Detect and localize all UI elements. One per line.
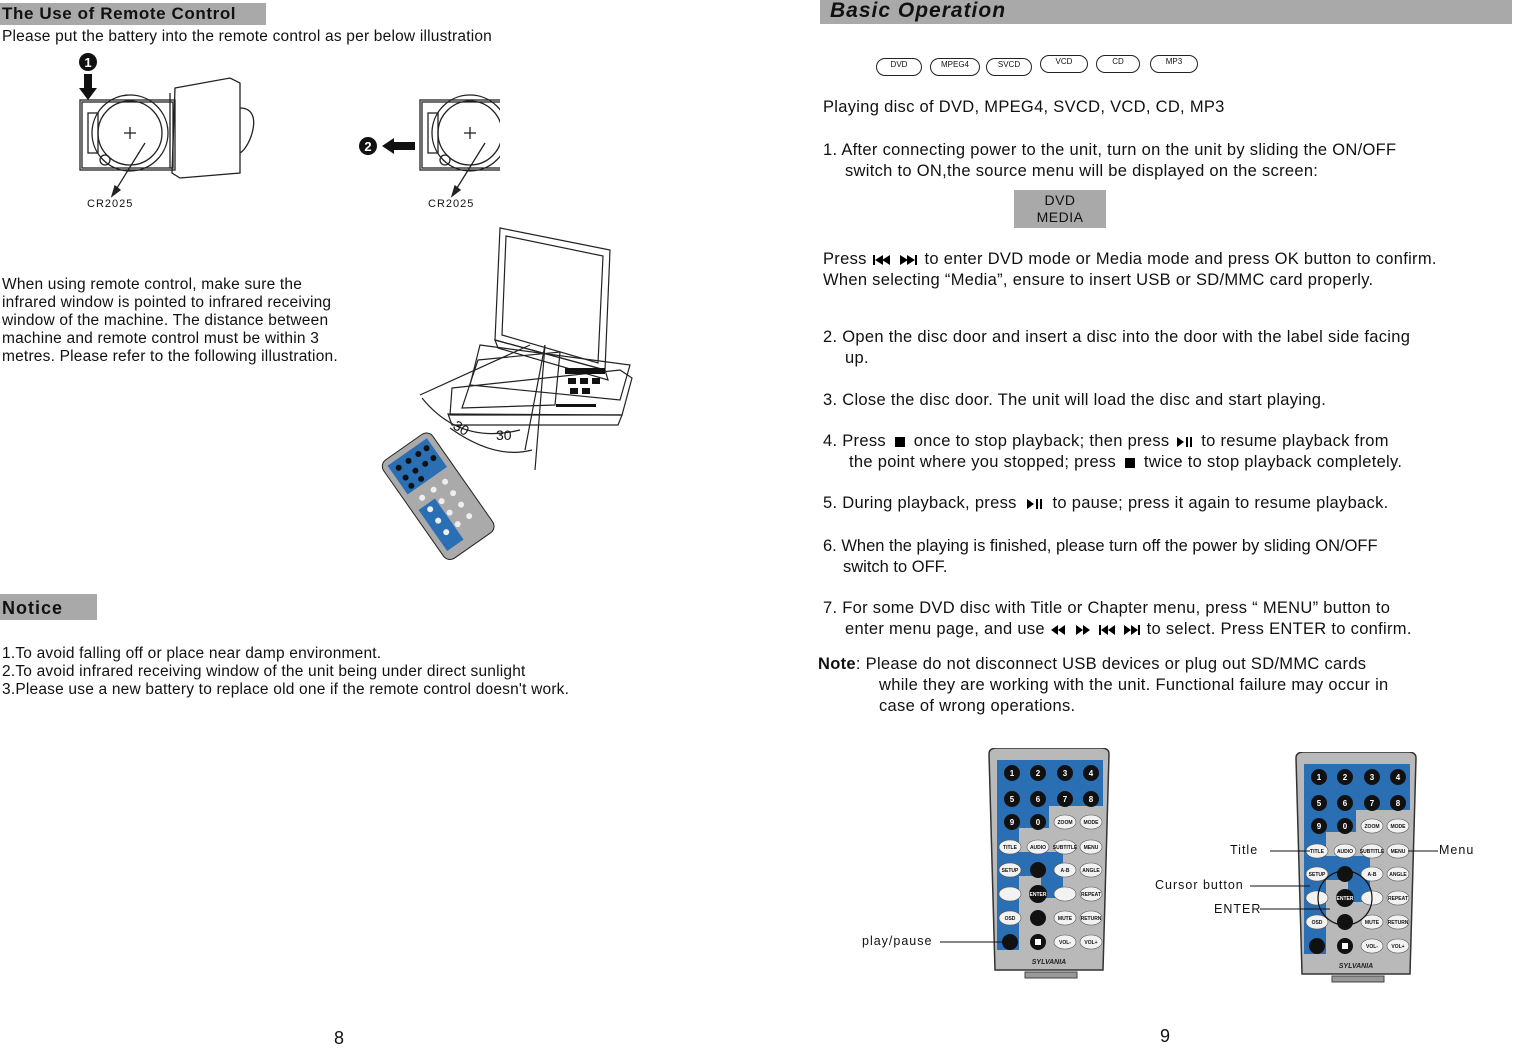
ir-text-line-4: machine and remote control must be within 3	[2, 330, 320, 347]
arrow-left-icon	[382, 138, 415, 154]
step7-line-b	[845, 620, 1412, 639]
svg-text:0: 0	[1035, 818, 1041, 827]
step2-line-b: up.	[845, 349, 869, 367]
svg-text:OSD: OSD	[1311, 920, 1323, 926]
svg-text:VOL+: VOL+	[1084, 940, 1098, 946]
step4-press: 4. Press	[823, 432, 886, 450]
step6-line-b: switch to OFF.	[843, 558, 948, 576]
svg-text:7: 7	[1062, 795, 1068, 804]
svg-text:A-B: A-B	[1060, 868, 1070, 874]
svg-text:MODE: MODE	[1390, 824, 1406, 830]
note-label: Note	[818, 655, 856, 673]
notice-item-3: 3.Please use a new battery to replace old one if the remote control doesn't work.	[2, 681, 570, 698]
disc-badge-dvd: DVD	[876, 58, 922, 76]
svg-text:1: 1	[84, 55, 92, 70]
step5-line	[823, 494, 1389, 513]
svg-text:0: 0	[1342, 822, 1348, 831]
note-line-2: while they are working with the unit. Functional failure may occur in	[879, 676, 1389, 694]
svg-text:ANGLE: ANGLE	[1389, 872, 1407, 878]
battery-illustration	[60, 48, 500, 218]
svg-text:VOL-: VOL-	[1059, 940, 1071, 946]
svg-text:6: 6	[1342, 799, 1348, 808]
remote-mini-icon	[379, 430, 497, 563]
note-line-3: case of wrong operations.	[879, 697, 1076, 715]
svg-text:MUTE: MUTE	[1057, 916, 1073, 922]
step4-twice: twice to stop playback completely.	[1143, 453, 1403, 471]
step3-line: 3. Close the disc door. The unit will load the disc and start playing.	[823, 391, 1327, 409]
callout-lines	[930, 840, 1450, 950]
svg-text:MODE: MODE	[1083, 820, 1099, 826]
svg-text:SETUP: SETUP	[1001, 868, 1019, 874]
svg-text:ZOOM: ZOOM	[1057, 820, 1073, 826]
step5-pause: to pause; press it again to resume playback.	[1052, 494, 1389, 512]
svg-text:OSD: OSD	[1004, 916, 1016, 922]
prev-next-icon	[872, 254, 920, 266]
step5-during: 5. During playback, press	[823, 494, 1017, 512]
svg-text:30: 30	[496, 427, 512, 443]
press-line-b: When selecting “Media”, ensure to insert USB or SD/MMC card properly.	[823, 271, 1374, 289]
disc-badge-svcd: SVCD	[986, 58, 1032, 76]
svg-text:TITLE: TITLE	[1310, 849, 1324, 855]
basic-operation-header: Basic Operation	[820, 0, 1512, 24]
svg-text:SETUP: SETUP	[1308, 872, 1326, 878]
disc-badge-mpeg4: MPEG4	[930, 58, 980, 76]
svg-text:SUBTITLE: SUBTITLE	[1359, 849, 1385, 855]
svg-text:AUDIO: AUDIO	[1336, 849, 1354, 855]
svg-text:MUTE: MUTE	[1364, 920, 1380, 926]
step2-line-a: 2. Open the disc door and insert a disc into the door with the label side facing	[823, 328, 1411, 346]
svg-text:2: 2	[364, 139, 372, 154]
step4-line-a	[823, 432, 1389, 451]
svg-text:REPEAT: REPEAT	[1388, 896, 1408, 902]
press-label: Press	[823, 250, 867, 268]
stop-icon	[891, 436, 909, 448]
press-desc: to enter DVD mode or Media mode and press OK button to confirm.	[924, 250, 1437, 268]
step7-select: to select. Press ENTER to confirm.	[1146, 620, 1412, 638]
svg-text:5: 5	[1009, 795, 1015, 804]
battery-intro: Please put the battery into the remote control as per below illustration	[2, 28, 492, 45]
svg-text:4: 4	[1088, 769, 1094, 778]
svg-text:REPEAT: REPEAT	[1081, 892, 1101, 898]
svg-text:ENTER: ENTER	[1029, 892, 1047, 898]
svg-text:ANGLE: ANGLE	[1082, 868, 1100, 874]
step4-point: the point where you stopped; press	[849, 453, 1117, 471]
battery-figure-1	[80, 78, 254, 196]
stop-icon	[1121, 457, 1139, 469]
step7-enter-menu: enter menu page, and use	[845, 620, 1045, 638]
disc-badge-mp3: MP3	[1150, 55, 1198, 73]
step7-line-a: 7. For some DVD disc with Title or Chapter menu, press “ MENU” button to	[823, 599, 1391, 617]
source-menu-box	[1014, 190, 1106, 228]
callout-play-pause: play/pause	[862, 934, 933, 948]
svg-text:2: 2	[1342, 773, 1348, 782]
dvd-player-illustration	[360, 220, 640, 565]
svg-text:SYLVANIA: SYLVANIA	[1031, 959, 1067, 966]
svg-text:MENU: MENU	[1390, 849, 1406, 855]
battery-label-2: CR2025	[428, 198, 475, 210]
ir-text-line-1: When using remote control, make sure the	[2, 276, 303, 293]
svg-text:8: 8	[1088, 795, 1094, 804]
svg-text:5: 5	[1316, 799, 1322, 808]
notice-item-1: 1.To avoid falling off or place near damp environment.	[2, 645, 382, 662]
svg-text:9: 9	[1009, 818, 1015, 827]
svg-text:AUDIO: AUDIO	[1029, 845, 1047, 851]
remote-header: The Use of Remote Control	[0, 3, 266, 25]
callout-enter: ENTER	[1214, 902, 1262, 916]
svg-text:3: 3	[1369, 773, 1375, 782]
svg-text:3: 3	[1062, 769, 1068, 778]
page-number-left: 8	[334, 1028, 345, 1048]
svg-text:A-B: A-B	[1367, 872, 1377, 878]
disc-badge-vcd: VCD	[1040, 55, 1088, 73]
notice-header: Notice	[0, 594, 97, 620]
svg-text:ENTER: ENTER	[1336, 896, 1354, 902]
ir-text-line-5: metres. Please refer to the following illustration.	[2, 348, 338, 365]
svg-text:SUBTITLE: SUBTITLE	[1052, 845, 1078, 851]
svg-text:30: 30	[450, 416, 473, 439]
play-pause-icon	[1174, 436, 1196, 448]
step4-line-b	[849, 453, 1402, 472]
note-text-1: : Please do not disconnect USB devices or plug out SD/MMC cards	[855, 655, 1367, 673]
step4-resume: to resume playback from	[1201, 432, 1389, 450]
ir-text-line-2: infrared window is pointed to infrared receiving	[2, 294, 332, 311]
svg-text:VOL-: VOL-	[1366, 944, 1378, 950]
svg-text:RETURN: RETURN	[1080, 916, 1102, 922]
source-menu-dvd: DVD	[1044, 192, 1076, 208]
step4-once: once to stop playback; then press	[913, 432, 1170, 450]
step1-line-a: 1. After connecting power to the unit, turn on the unit by sliding the ON/OFF	[823, 141, 1397, 159]
callout-cursor: Cursor button	[1155, 878, 1244, 892]
arrow-down-icon	[79, 74, 97, 100]
svg-text:VOL+: VOL+	[1391, 944, 1405, 950]
battery-label-1: CR2025	[87, 198, 134, 210]
note-line-1	[818, 655, 1366, 674]
svg-text:6: 6	[1035, 795, 1041, 804]
svg-text:7: 7	[1369, 799, 1375, 808]
step1-line-b: switch to ON,the source menu will be displayed on the screen:	[845, 162, 1319, 180]
svg-text:9: 9	[1316, 822, 1322, 831]
step6-line-a: 6. When the playing is finished, please turn off the power by sliding ON/OFF	[823, 537, 1378, 555]
callout-menu: Menu	[1439, 843, 1475, 857]
svg-text:2: 2	[1035, 769, 1041, 778]
page-number-right: 9	[1160, 1026, 1171, 1046]
press-line-a	[823, 250, 1437, 269]
notice-item-2: 2.To avoid infrared receiving window of the unit being under direct sunlight	[2, 663, 526, 680]
svg-text:ZOOM: ZOOM	[1364, 824, 1380, 830]
ir-text-line-3: window of the machine. The distance between	[2, 312, 329, 329]
playing-line: Playing disc of DVD, MPEG4, SVCD, VCD, CD, MP3	[823, 98, 1225, 116]
svg-text:1: 1	[1316, 773, 1322, 782]
navigation-icons	[1050, 624, 1142, 636]
play-pause-icon	[1022, 498, 1048, 510]
battery-figure-2	[420, 78, 500, 196]
svg-text:SYLVANIA: SYLVANIA	[1338, 963, 1374, 970]
callout-title: Title	[1230, 843, 1259, 857]
svg-text:4: 4	[1395, 773, 1401, 782]
disc-badge-cd: CD	[1096, 55, 1140, 73]
source-menu-media: MEDIA	[1036, 209, 1084, 225]
svg-text:RETURN: RETURN	[1387, 920, 1409, 926]
svg-text:8: 8	[1395, 799, 1401, 808]
svg-text:MENU: MENU	[1083, 845, 1099, 851]
svg-text:TITLE: TITLE	[1003, 845, 1017, 851]
svg-text:1: 1	[1009, 769, 1015, 778]
